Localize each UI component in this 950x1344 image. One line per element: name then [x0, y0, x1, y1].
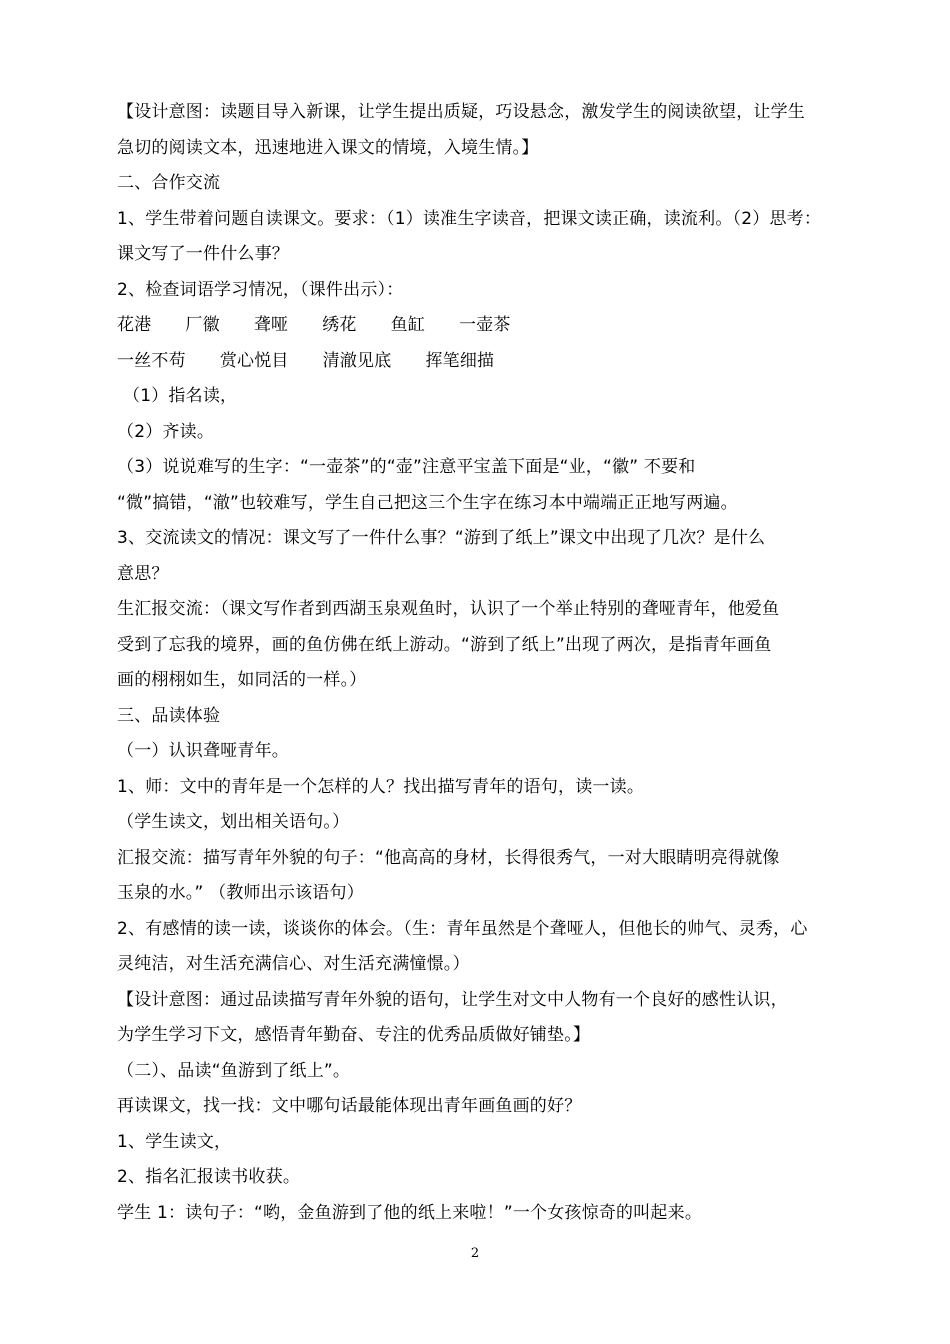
paragraph-line: 学生 1：读句子：“哟，金鱼游到了他的纸上来啦！”一个女孩惊奇的叫起来。: [117, 1202, 703, 1223]
paragraph-line: 2、指名汇报读书收获。: [117, 1167, 301, 1187]
paragraph-line: 受到了忘我的境界，画的鱼仿佛在纸上游动。“游到了纸上”出现了两次，是指青年画鱼: [117, 634, 772, 655]
paragraph-line: 1、师：文中的青年是一个怎样的人？找出描写青年的语句，读一读。: [117, 776, 645, 797]
document-body: [117, 95, 839, 1231]
paragraph-line: 课文写了一件什么事？: [117, 244, 289, 264]
design-intent-line: 为学生学习下文，感悟青年勤奋、专注的优秀品质做好铺垫。】: [117, 1025, 591, 1045]
paragraph-line: 生汇报交流：（课文写作者到西湖玉泉观鱼时，认识了一个举止特别的聋哑青年，他爱鱼: [117, 599, 780, 619]
vocabulary-word: 赏心悦目: [219, 350, 289, 371]
vocabulary-row-1: [117, 308, 839, 344]
page-number: 2: [470, 1246, 480, 1261]
paragraph-line: 2、检查词语学习情况，（课件出示）：: [117, 279, 404, 300]
paragraph-line: （3）说说难写的生字：“一壶茶”的“壶”注意平宝盖下面是“业，“徽” 不要和: [117, 457, 696, 477]
section-heading: 二、合作交流: [117, 173, 221, 193]
paragraph-line: 3、交流读文的情况：课文写了一件什么事？“游到了纸上”课文中出现了几次？是什么: [117, 528, 766, 548]
paragraph-line: 【设计意图：读题目导入新课，让学生提出质疑，巧设悬念，激发学生的阅读欲望，让学生: [117, 102, 805, 122]
paragraph-line: 急切的阅读文本，迅速地进入课文的情境，入境生情。】: [117, 137, 539, 158]
paragraph-line: 1、学生读文，: [117, 1131, 232, 1152]
paragraph-line: （1）指名读，: [123, 386, 238, 406]
vocabulary-word: 聋哑: [253, 315, 289, 335]
section-heading: 三、品读体验: [117, 705, 221, 726]
design-intent-line: 【设计意图：通过品读描写青年外貌的语句，让学生对文中人物有一个良好的感性认识，: [117, 989, 788, 1010]
paragraph-line: 玉泉的水。” （教师出示该语句）: [117, 883, 364, 903]
paragraph-line: 2、有感情的读一读，谈谈你的体会。（生：青年虽然是个聋哑人，但他长的帅气、灵秀，心: [117, 918, 808, 939]
paragraph-line: 汇报交流：描写青年外貌的句子：“他高高的身材，长得很秀气，一对大眼睛明亮得就像: [117, 847, 780, 868]
paragraph-line: 1、学生带着问题自读课文。要求：（1）读准生字读音，把课文读正确，读流利。（2）思考：: [117, 208, 822, 229]
paragraph-line: 意思？: [117, 563, 169, 584]
vocabulary-word: 鱼缸: [390, 315, 426, 335]
vocabulary-row-2: [117, 344, 839, 380]
vocabulary-word: 挥笔细描: [425, 350, 495, 371]
paragraph-line: “微”搞错，“澈”也较难写，学生自己把这三个生字在练习本中端端正正地写两遍。: [117, 492, 738, 513]
vocabulary-word: 厂徽: [185, 315, 220, 335]
vocabulary-word: 一丝不苟: [117, 350, 186, 371]
subsection-heading: （一）认识聋哑青年。: [117, 741, 289, 761]
paragraph-line: （学生读文，划出相关语句。）: [117, 812, 350, 832]
paragraph-line: 再读课文，找一找：文中哪句话最能体现出青年画鱼画的好？: [117, 1096, 582, 1116]
paragraph-line: （2）齐读。: [117, 421, 215, 442]
paragraph-line: 灵纯洁，对生活充满信心、对生活充满憧憬。）: [117, 954, 470, 974]
vocabulary-word: 清澈见底: [322, 350, 392, 371]
vocabulary-word: 一壶茶: [459, 315, 511, 335]
vocabulary-word: 花港: [117, 315, 152, 335]
vocabulary-word: 绣花: [322, 315, 357, 335]
subsection-heading: （二）、品读“鱼游到了纸上”。: [117, 1060, 351, 1081]
paragraph-line: 画的栩栩如生，如同活的一样。）: [117, 670, 367, 690]
